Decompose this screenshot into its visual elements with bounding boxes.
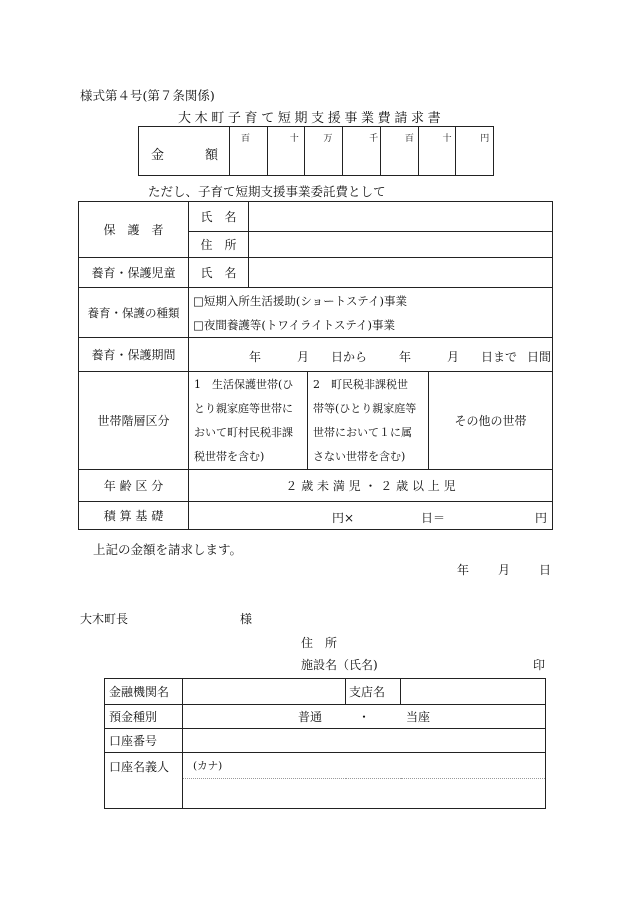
branch-field[interactable] [401,679,546,705]
amount-label-cell [139,127,230,176]
amount-digit-cell[interactable] [456,127,494,176]
guardian-name-label: 氏 名 [189,202,249,232]
household-option-1[interactable] [189,372,308,470]
guardian-name-field[interactable] [249,202,553,232]
institution-label: 金融機関名 [105,679,183,705]
household-2-line: 帯等(ひとり親家庭等 [313,401,417,415]
account-holder-label: 口座名義人 [105,753,183,809]
child-name-label: 氏 名 [189,258,249,288]
age-label: 年 齢 区 分 [79,470,189,502]
period-year: 年 [249,350,262,364]
care-type-label: 養育・保護の種類 [79,288,189,338]
age-options[interactable]: ２ 歳 未 満 児 ・ ２ 歳 以 上 児 [189,470,553,502]
household-option-2[interactable] [308,372,429,470]
bank-table [104,678,546,809]
amount-digit-cell[interactable] [267,127,305,176]
household-option-3[interactable]: その他の世帯 [429,372,553,470]
unit-hyaku-man: 百 [241,134,251,144]
unit-sen: 千 [369,134,379,144]
institution-field[interactable] [183,679,346,705]
amount-table [138,126,494,176]
branch-label: 支店名 [346,679,401,705]
period-until: 日まで [481,350,518,364]
unit-juu-man: 十 [289,134,299,144]
subtitle: ただし、子育て短期支援事業委託費として [148,184,386,199]
calc-yen: 円 [535,511,548,525]
calc-field[interactable] [189,502,553,530]
account-number-field[interactable] [183,729,546,753]
amount-digit-cell[interactable] [343,127,381,176]
amount-digit-cell[interactable] [418,127,456,176]
period-from: 日から [331,350,368,364]
household-1-line: 税世帯を含む) [194,449,265,463]
page-title: 大木町子育て短期支援事業費請求書 [178,111,445,126]
child-label: 養育・保護児童 [79,258,189,288]
period-field[interactable] [189,338,553,372]
care-type-twilight-checkbox[interactable]: □夜間養護等(トワイライトステイ)事業 [193,317,395,332]
calc-label: 積 算 基 礎 [79,502,189,530]
household-2-line: さない世帯を含む) [313,449,406,463]
request-text: 上記の金額を請求します。 [93,542,243,557]
unit-en: 円 [480,134,490,144]
household-2-line: 2 町民税非課税世 [313,377,408,391]
main-table [78,201,553,530]
household-1-line: おいて町村民税非課 [194,425,293,439]
care-type-shortstay-checkbox[interactable]: □短期入所生活援助(ショートステイ)事業 [193,293,407,308]
calc-days-eq: 日＝ [421,511,446,525]
household-1-line: 1 生活保護世帯(ひ [194,377,294,391]
guardian-address-field[interactable] [249,232,553,258]
child-name-field[interactable] [249,258,553,288]
amount-label-1: 金 [151,148,165,163]
unit-juu: 十 [442,134,452,144]
account-holder-name-field[interactable] [183,779,546,809]
form-number: 様式第４号(第７条関係) [80,88,215,103]
deposit-type-label: 預金種別 [105,705,183,729]
household-2-line: 世帯において１に属 [313,425,412,439]
guardian-label: 保 護 者 [79,202,189,258]
unit-hyaku: 百 [404,134,414,144]
addressee: 大木町長 [80,612,129,626]
amount-digit-cell[interactable] [305,127,343,176]
account-holder-kana-field[interactable]: (カナ) [183,753,546,779]
calc-yen-times: 円× [332,511,355,525]
date-month: 月 [498,563,511,577]
deposit-type-options[interactable]: 普通 ・ 当座 [183,705,546,729]
date-year: 年 [457,563,470,577]
period-month: 月 [297,350,310,364]
unit-man: 万 [323,134,333,144]
period-label: 養育・保護期間 [79,338,189,372]
household-1-line: とり親家庭等世帯に [194,401,293,415]
amount-label-2: 額 [205,148,219,163]
period-month-2: 月 [447,350,460,364]
account-number-label: 口座番号 [105,729,183,753]
period-year-2: 年 [399,350,412,364]
amount-digit-cell[interactable] [230,127,268,176]
household-label: 世帯階層区分 [79,372,189,470]
guardian-address-label: 住 所 [189,232,249,258]
period-days: 日間 [527,350,552,364]
amount-digit-cell[interactable] [380,127,418,176]
date-day: 日 [539,563,552,577]
facility-label: 施設名（氏名) [301,658,378,672]
address-label: 住 所 [301,636,338,650]
addressee-sama: 様 [240,612,253,626]
seal-mark: 印 [533,658,546,672]
care-type-options [189,288,553,338]
